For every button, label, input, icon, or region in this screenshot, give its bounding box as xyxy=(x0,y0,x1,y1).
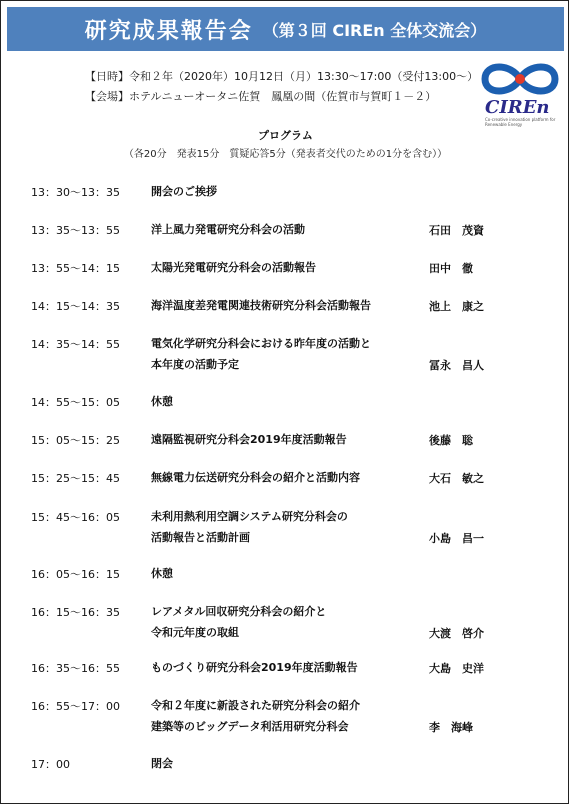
event-venue: 【会場】ホテルニューオータニ佐賀 鳳凰の間（佐賀市与賀町１－２） xyxy=(85,90,437,103)
schedule-title xyxy=(151,563,421,584)
schedule-title-line: 令和２年度に新設された研究分科会の紹介 xyxy=(151,699,360,712)
schedule-title-line: 海洋温度差発電関連技術研究分科会活動報告 xyxy=(151,299,371,312)
schedule-title xyxy=(151,657,421,678)
schedule-time: 15：25～15：45 xyxy=(31,472,120,485)
schedule-title xyxy=(151,333,421,375)
logo-wordmark: CIREn xyxy=(485,97,550,118)
schedule-time: 14：55～15：05 xyxy=(31,396,120,409)
schedule-title-line: 未利用熱利用空調システム研究分科会の xyxy=(151,510,348,523)
schedule-title-line: 開会のご挨拶 xyxy=(151,185,217,198)
schedule-title xyxy=(151,695,421,737)
schedule-title xyxy=(151,391,421,412)
schedule-speaker: 李 海峰 xyxy=(429,721,473,734)
schedule-time: 15：05～15：25 xyxy=(31,434,120,447)
schedule-title xyxy=(151,601,421,643)
schedule-title-line: 建築等のビッグデータ利活用研究分科会 xyxy=(151,720,349,733)
schedule-time: 16：35～16：55 xyxy=(31,662,120,675)
schedule-title-line: 本年度の活動予定 xyxy=(151,358,239,371)
schedule-time: 14：35～14：55 xyxy=(31,338,120,351)
schedule-title xyxy=(151,506,421,548)
logo-tagline: Co-creative innovation platform for Renewable Energy xyxy=(485,117,556,127)
schedule-title xyxy=(151,219,421,240)
schedule-title-line: ものづくり研究分科会2019年度活動報告 xyxy=(151,661,358,674)
schedule-time: 16：55～17：00 xyxy=(31,700,120,713)
schedule-speaker: 大石 敏之 xyxy=(429,472,484,485)
schedule-speaker: 小島 昌一 xyxy=(429,532,484,545)
schedule-speaker: 池上 康之 xyxy=(429,300,484,313)
schedule-speaker: 大島 史洋 xyxy=(429,662,484,675)
schedule-title xyxy=(151,753,421,774)
schedule-time: 15：45～16：05 xyxy=(31,511,120,524)
schedule-title-line: 無線電力伝送研究分科会の紹介と活動内容 xyxy=(151,471,360,484)
schedule-title-line: 洋上風力発電研究分科会の活動 xyxy=(151,223,305,236)
schedule-title xyxy=(151,181,421,202)
schedule-title-line: 太陽光発電研究分科会の活動報告 xyxy=(151,261,316,274)
schedule-title-line: レアメタル回収研究分科会の紹介と xyxy=(151,605,327,618)
schedule-title-line: 休憩 xyxy=(151,395,173,408)
schedule-time: 17：00 xyxy=(31,758,70,771)
schedule-time: 16：05～16：15 xyxy=(31,568,120,581)
schedule-title-line: 活動報告と活動計画 xyxy=(151,531,250,544)
schedule-title xyxy=(151,429,421,450)
schedule-time: 13：55～14：15 xyxy=(31,262,120,275)
schedule-title-line: 令和元年度の取組 xyxy=(151,626,239,639)
program-note: （各20分 発表15分 質疑応答5分（発表者交代のための1分を含む）） xyxy=(123,149,448,160)
schedule-title-line: 遠隔監視研究分科会2019年度活動報告 xyxy=(151,433,347,446)
schedule-title xyxy=(151,257,421,278)
event-date: 【日時】令和２年（2020年）10月12日（月）13:30～17:00（受付13:00～） xyxy=(85,70,479,83)
schedule-title-line: 閉会 xyxy=(151,757,173,770)
schedule-speaker: 田中 徹 xyxy=(429,262,473,275)
schedule-title-line: 休憩 xyxy=(151,567,173,580)
schedule-time: 16：15～16：35 xyxy=(31,606,120,619)
schedule-time: 13：35～13：55 xyxy=(31,224,120,237)
schedule-title xyxy=(151,295,421,316)
schedule-speaker: 大渡 啓介 xyxy=(429,627,484,640)
schedule-time: 14：15～14：35 xyxy=(31,300,120,313)
page-subtitle: （第３回 CIREn 全体交流会） xyxy=(262,20,487,40)
schedule-title xyxy=(151,467,421,488)
schedule-speaker: 冨永 昌人 xyxy=(429,359,484,372)
schedule-speaker: 石田 茂資 xyxy=(429,224,484,237)
page-title: 研究成果報告会 xyxy=(84,18,253,44)
header-banner xyxy=(7,7,564,51)
schedule-title-line: 電気化学研究分科会における昨年度の活動と xyxy=(151,337,371,350)
schedule-speaker: 後藤 聡 xyxy=(429,434,473,447)
program-heading: プログラム xyxy=(258,129,313,142)
schedule-time: 13：30～13：35 xyxy=(31,186,120,199)
